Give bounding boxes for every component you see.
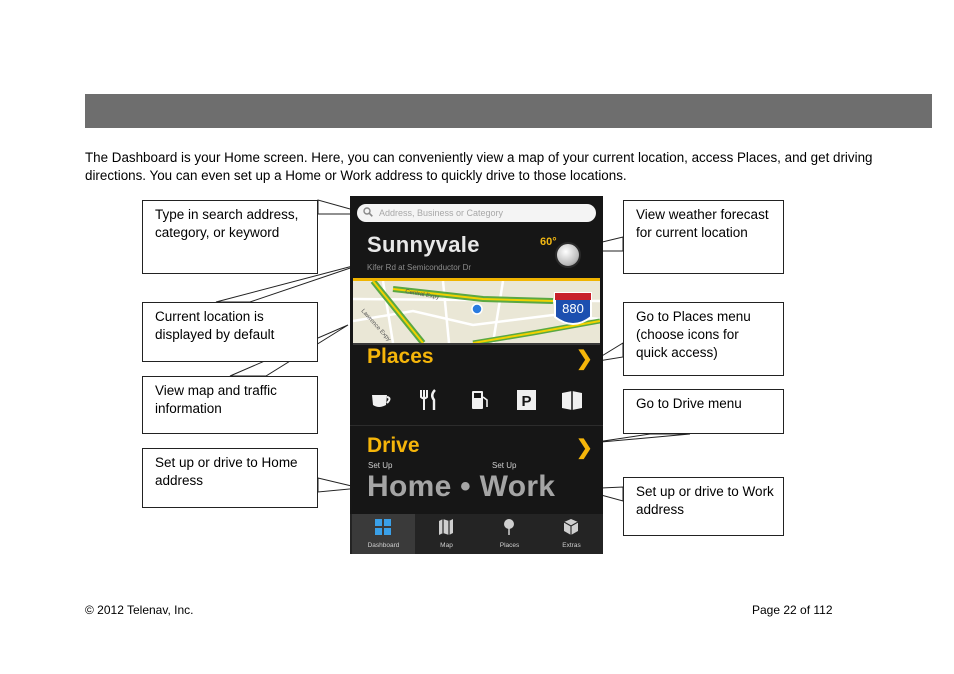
places-quick-icons <box>363 387 593 413</box>
highway-880-label: 880 <box>562 301 584 316</box>
map-traffic-graphic <box>353 281 600 343</box>
places-title[interactable]: Places <box>367 345 434 368</box>
search-icon <box>363 207 373 217</box>
search-placeholder: Address, Business or Category <box>379 208 504 218</box>
callout-home-address: Set up or drive to Home address <box>142 448 318 508</box>
pin-icon <box>500 518 518 536</box>
search-input[interactable] <box>357 204 596 222</box>
temperature: 60° <box>540 236 557 248</box>
tab-map-label: Map <box>440 542 453 549</box>
phone-dashboard-screen <box>350 196 603 554</box>
places-chevron-icon[interactable]: ❯ <box>576 348 593 370</box>
callout-places-menu: Go to Places menu (choose icons for quick access) <box>623 302 784 376</box>
map-road-label-2: Lawrence Expy <box>359 308 392 343</box>
callout-current-location: Current location is displayed by default <box>142 302 318 362</box>
callout-drive-menu: Go to Drive menu <box>623 389 784 434</box>
callout-work-address: Set up or drive to Work address <box>623 477 784 536</box>
tab-extras-label: Extras <box>562 542 581 549</box>
current-city: Sunnyvale <box>367 232 480 257</box>
coffee-icon[interactable] <box>369 387 395 413</box>
parking-icon[interactable] <box>513 387 539 413</box>
tab-dashboard-label: Dashboard <box>367 542 400 549</box>
drive-title[interactable]: Drive <box>367 434 420 457</box>
gas-icon[interactable] <box>467 387 493 413</box>
tab-map[interactable] <box>415 514 478 554</box>
map-road-label: Central Expy <box>404 289 440 301</box>
callout-weather: View weather forecast for current location <box>623 200 784 274</box>
intro-paragraph: The Dashboard is your Home screen. Here, you can conveniently view a map of your current location, access Places, and get driving directions. You can even set up a Home or Work address to quickly drive to those locations. <box>85 150 873 183</box>
current-street: Kifer Rd at Semiconductor Dr <box>367 263 472 272</box>
page-number: Page 22 of 112 <box>752 603 833 617</box>
callout-map-traffic: View map and traffic information <box>142 376 318 434</box>
home-setup-label: Set Up <box>368 461 393 470</box>
drive-chevron-icon[interactable]: ❯ <box>576 437 593 459</box>
tab-bar <box>350 514 603 554</box>
callout-search: Type in search address, category, or keyword <box>142 200 318 274</box>
dashboard-icon <box>374 518 392 536</box>
food-icon[interactable] <box>417 387 443 413</box>
more-icon[interactable] <box>559 387 585 413</box>
home-work-buttons[interactable]: Home • Work <box>367 470 556 503</box>
copyright: © 2012 Telenav, Inc. <box>85 603 194 617</box>
work-setup-label: Set Up <box>492 461 517 470</box>
map-icon <box>437 518 455 536</box>
parking-letter: P <box>521 393 532 410</box>
tab-places[interactable] <box>478 514 541 554</box>
section-divider <box>350 425 603 426</box>
box-icon <box>562 518 580 536</box>
tab-dashboard[interactable] <box>352 514 415 554</box>
tab-places-label: Places <box>499 542 520 549</box>
map-preview[interactable] <box>353 278 600 345</box>
weather-icon[interactable] <box>555 242 581 268</box>
tab-extras[interactable] <box>540 514 603 554</box>
